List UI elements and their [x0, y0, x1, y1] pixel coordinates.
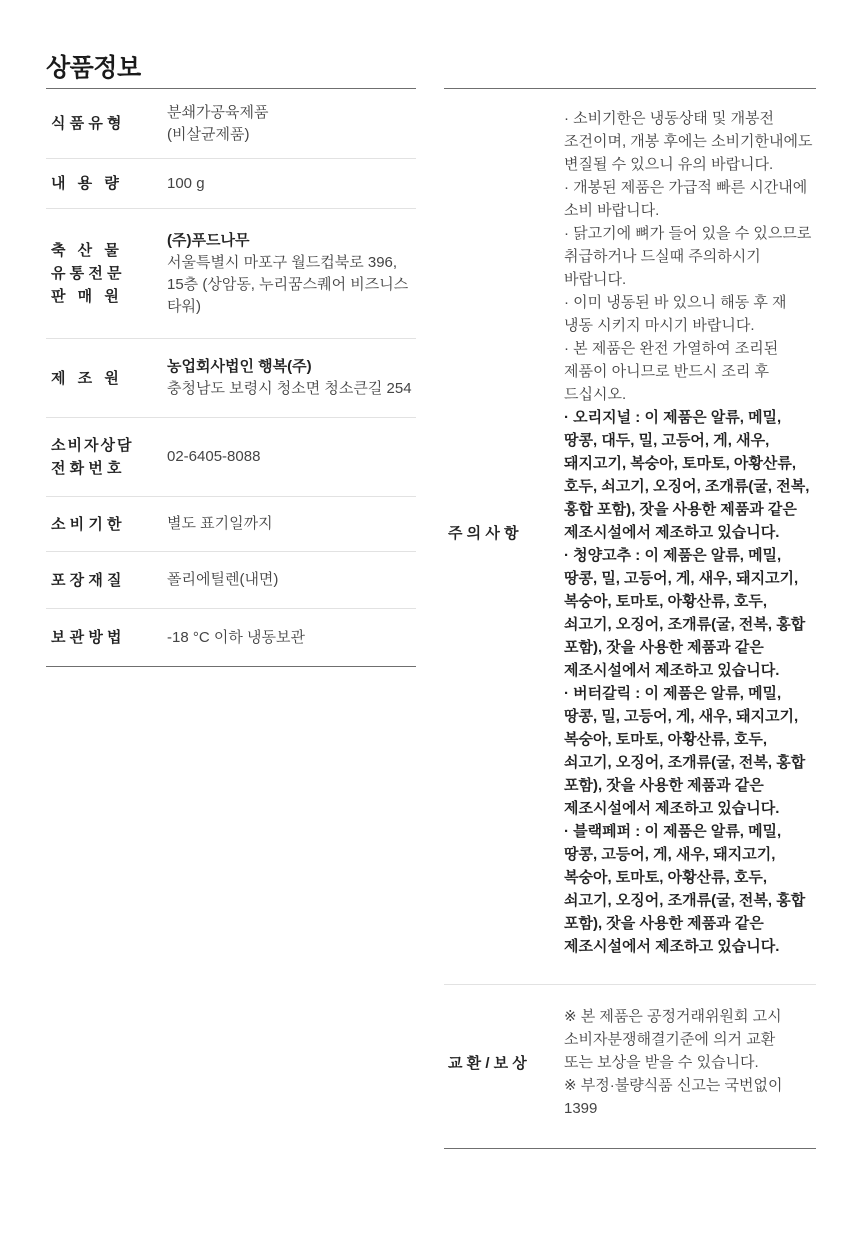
row-expiry: [46, 497, 416, 552]
row-label: 포 장 재 질: [51, 571, 122, 589]
row-label: 보 관 방 법: [51, 629, 122, 646]
text-line: 땅콩, 밀, 고등어, 게, 새우, 돼지고기,: [564, 570, 799, 587]
row-label: 주 의 사 항: [448, 525, 519, 542]
product-info-table-left: [46, 88, 416, 667]
text-line: 또는 보상을 받을 수 있습니다.: [564, 1054, 759, 1071]
text-line: ※ 부정·불량식품 신고는 국번없이: [564, 1077, 783, 1094]
text-line: · 이미 냉동된 바 있으니 해동 후 재: [564, 294, 787, 311]
text-line: 포함), 잣을 사용한 제품과 같은: [564, 915, 764, 932]
text-line: 제조시설에서 제조하고 있습니다.: [564, 524, 780, 541]
text-line: · 오리지널 : 이 제품은 알류, 메밀,: [564, 409, 782, 426]
exchange-text: [564, 1005, 816, 1120]
row-food-type: [46, 89, 416, 159]
row-label: 식 품 유 형: [51, 115, 122, 132]
row-packaging: [46, 552, 416, 609]
text-line: 1399: [564, 1100, 598, 1117]
text-line: 냉동 시키지 마시기 바랍니다.: [564, 317, 755, 334]
text-line: 호두, 쇠고기, 오징어, 조개류(굴, 전복,: [564, 478, 810, 495]
row-value: 분쇄가공육제품 (비살균제품): [167, 103, 269, 143]
row-value: 폴리에틸렌(내면): [167, 571, 279, 588]
text-line: · 버터갈릭 : 이 제품은 알류, 메밀,: [564, 685, 782, 702]
text-line: · 개봉된 제품은 가급적 빠른 시간내에: [564, 179, 808, 196]
text-line: 돼지고기, 복숭아, 토마토, 아황산류,: [564, 455, 797, 472]
text-line: 포함), 잣을 사용한 제품과 같은: [564, 777, 764, 794]
text-line: 땅콩, 밀, 고등어, 게, 새우, 돼지고기,: [564, 708, 799, 725]
product-info-table-right: [444, 88, 816, 1149]
text-line: · 소비기한은 냉동상태 및 개봉전: [564, 110, 775, 127]
text-line: 소비자분쟁해결기준에 의거 교환: [564, 1031, 776, 1048]
text-line: · 블랙페퍼 : 이 제품은 알류, 메밀,: [564, 823, 782, 840]
text-line: · 본 제품은 완전 가열하여 조리된: [564, 340, 779, 357]
text-line: 쇠고기, 오징어, 조개류(굴, 전복, 홍합: [564, 754, 806, 771]
text-line: · 청양고추 : 이 제품은 알류, 메밀,: [564, 547, 782, 564]
text-line: 제조시설에서 제조하고 있습니다.: [564, 938, 780, 955]
text-line: 포함), 잣을 사용한 제품과 같은: [564, 639, 764, 656]
text-line: 바랍니다.: [564, 271, 627, 288]
row-customer-service: [46, 418, 416, 497]
row-storage: [46, 609, 416, 667]
text-line: 조건이며, 개봉 후에는 소비기한내에도: [564, 133, 813, 150]
row-value: 100 g: [167, 174, 205, 192]
row-label: 교 환 / 보 상: [448, 1055, 527, 1072]
text-line: 땅콩, 고등어, 게, 새우, 돼지고기,: [564, 846, 776, 863]
row-value: (주)푸드나무 서울특별시 마포구 월드컵북로 396, 15층 (상암동, 누리꿈스퀘어 비즈니스 타워): [167, 231, 409, 315]
row-label: 축 산 물 유 통 전 문 판 매 원: [51, 242, 122, 305]
text-line: 소비 바랍니다.: [564, 202, 660, 219]
text-line: 복숭아, 토마토, 아황산류, 호두,: [564, 869, 768, 886]
text-line: 홍합 포함), 잣을 사용한 제품과 같은: [564, 501, 797, 518]
row-distributor: [46, 209, 416, 339]
text-line: 변질될 수 있으니 유의 바랍니다.: [564, 156, 774, 173]
text-line: · 닭고기에 뼈가 들어 있을 수 있으므로: [564, 225, 812, 242]
text-line: 제조시설에서 제조하고 있습니다.: [564, 662, 780, 679]
caution-text: [564, 107, 816, 958]
row-value: -18 °C 이하 냉동보관: [167, 628, 305, 646]
row-label: 제 조 원: [51, 369, 119, 387]
text-line: 제조시설에서 제조하고 있습니다.: [564, 800, 780, 817]
text-line: 복숭아, 토마토, 아황산류, 호두,: [564, 593, 768, 610]
row-label: 소 비 기 한: [51, 515, 122, 533]
text-line: 취급하거나 드실때 주의하시기: [564, 248, 761, 265]
row-value: 02-6405-8088: [167, 448, 261, 465]
text-line: 복숭아, 토마토, 아황산류, 호두,: [564, 731, 768, 748]
row-value: 별도 표기일까지: [167, 515, 273, 532]
text-line: 쇠고기, 오징어, 조개류(굴, 전복, 홍합: [564, 892, 806, 909]
text-line: 제품이 아니므로 반드시 조리 후: [564, 363, 770, 380]
row-value: 농업회사법인 행복(주) 충청남도 보령시 청소면 청소큰길 254: [167, 358, 412, 397]
page-title: 상품정보: [46, 54, 141, 82]
text-line: 땅콩, 대두, 밀, 고등어, 게, 새우,: [564, 432, 770, 449]
text-line: ※ 본 제품은 공정거래위원회 고시: [564, 1008, 782, 1025]
text-line: 쇠고기, 오징어, 조개류(굴, 전복, 홍합: [564, 616, 806, 633]
row-manufacturer: [46, 339, 416, 418]
row-volume: [46, 159, 416, 209]
row-label: 소비자상담 전 화 번 호: [51, 437, 134, 477]
text-line: 드십시오.: [564, 386, 627, 403]
row-label: 내 용 량: [51, 175, 119, 192]
row-caution: [444, 89, 816, 985]
row-exchange: [444, 985, 816, 1149]
